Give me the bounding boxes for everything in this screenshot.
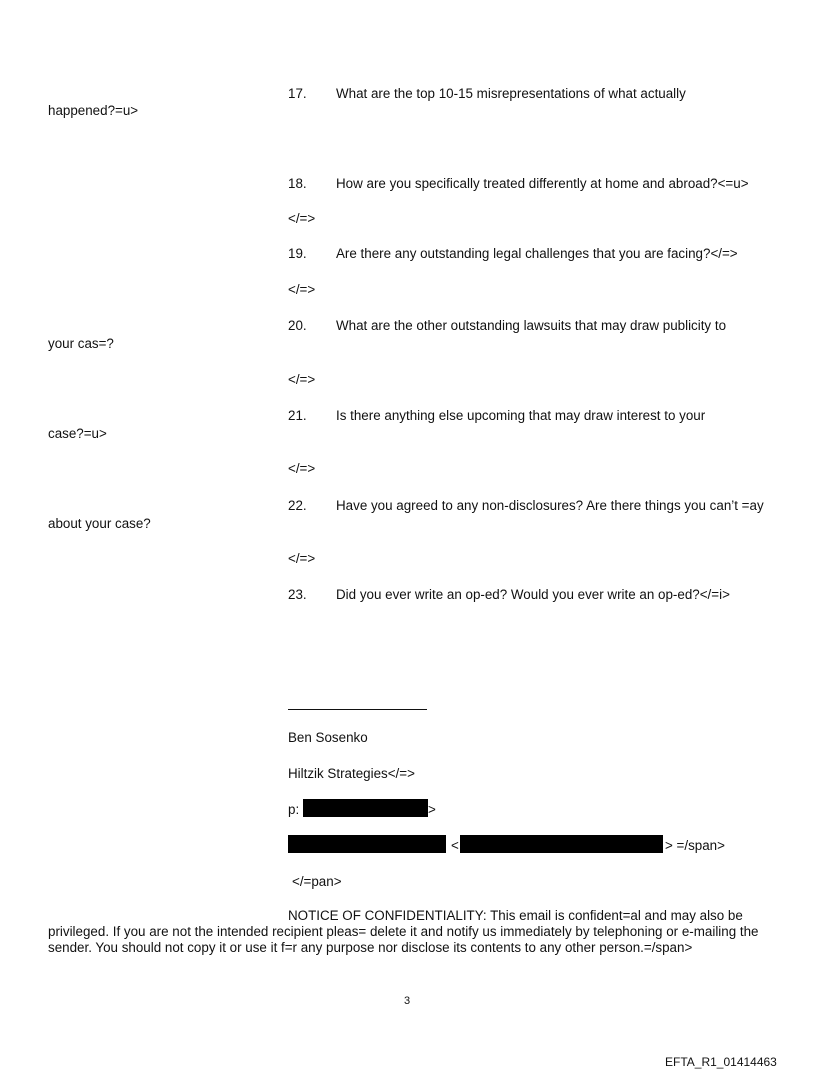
q17-text: What are the top 10-15 misrepresentations of what actually <box>336 86 686 101</box>
phone-tail: > <box>428 802 436 817</box>
q21-text: Is there anything else upcoming that may draw interest to your <box>336 408 706 423</box>
phone-redaction <box>303 799 428 817</box>
separator-mark: </=> <box>288 282 316 297</box>
email-tail: > =/span> <box>665 838 725 853</box>
q21-number: 21. <box>288 408 307 423</box>
separator-mark: </=> <box>288 551 316 566</box>
document-id: EFTA_R1_01414463 <box>665 1055 777 1069</box>
q22-text: Have you agreed to any non-disclosures? Are there things you can’t =ay <box>336 498 764 513</box>
q22-number: 22. <box>288 498 307 513</box>
q20-continuation: your cas=? <box>48 336 114 351</box>
notice-body: privileged. If you are not the intended recipient pleas= delete it and notify us immediately by telephoning or e-mailing the sender. You should not copy it or use it f=r any purpose nor disclose its contents to any other person.=/span> <box>48 924 759 955</box>
q20-text: What are the other outstanding lawsuits that may draw publicity to <box>336 318 727 333</box>
q21-continuation: case?=u> <box>48 426 107 441</box>
q22-continuation: about your case? <box>48 516 151 531</box>
separator-mark: </=> <box>288 461 316 476</box>
signature-name: Ben Sosenko <box>288 730 368 745</box>
q19-text: Are there any outstanding legal challenges that you are facing?</=> <box>336 246 738 261</box>
q17-continuation: happened?=u> <box>48 103 139 118</box>
q23-text: Did you ever write an op-ed? Would you ever write an op-ed?</=i> <box>336 587 730 602</box>
q18-text: How are you specifically treated differently at home and abroad?<=u> <box>336 176 749 191</box>
q17-number: 17. <box>288 86 307 101</box>
signature-rule <box>288 709 427 710</box>
separator-mark: </=> <box>288 372 316 387</box>
email-open-bracket: < <box>451 838 459 853</box>
email-name-redaction <box>288 835 446 853</box>
q20-number: 20. <box>288 318 307 333</box>
phone-label: p: <box>288 802 300 817</box>
page-number: 3 <box>404 995 411 1007</box>
email-address-redaction <box>460 835 663 853</box>
separator-mark: </=> <box>288 211 316 226</box>
q23-number: 23. <box>288 587 307 602</box>
q19-number: 19. <box>288 246 307 261</box>
span-fragment: </=pan> <box>292 874 342 889</box>
notice-first-line: NOTICE OF CONFIDENTIALITY: This email is confident=al and may also be <box>288 908 743 923</box>
confidentiality-notice <box>48 908 768 956</box>
signature-company: Hiltzik Strategies</=> <box>288 766 415 781</box>
q18-number: 18. <box>288 176 307 191</box>
